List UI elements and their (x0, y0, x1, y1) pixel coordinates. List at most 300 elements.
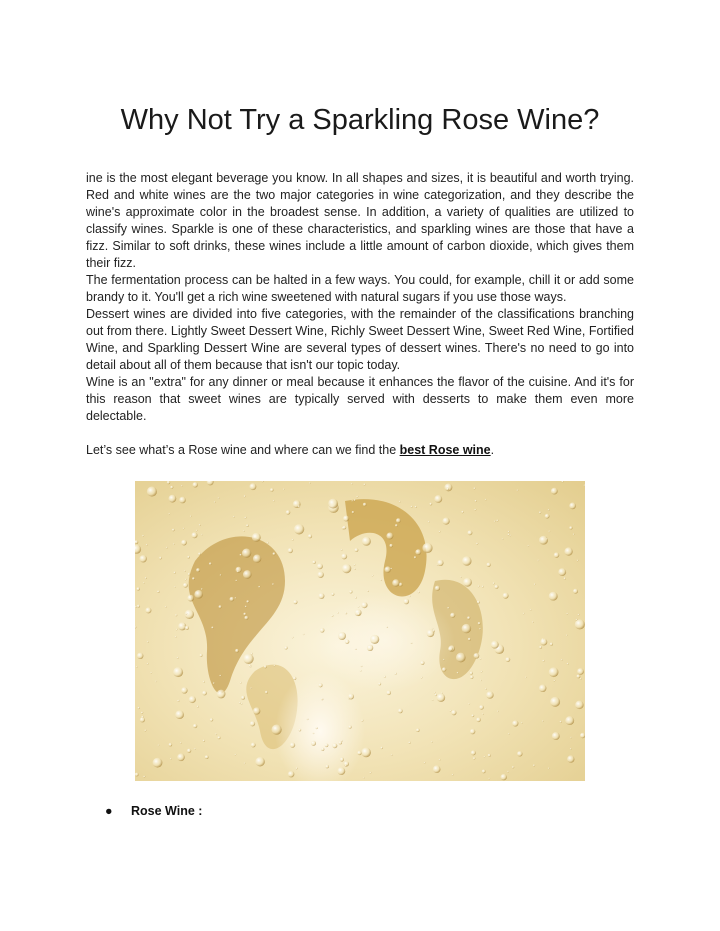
bubble (237, 570, 239, 572)
bubble (240, 682, 242, 684)
bubble (493, 582, 495, 584)
bubble (196, 568, 200, 572)
bubble (317, 563, 323, 569)
bullet-list-item (105, 803, 202, 820)
bubble (566, 635, 568, 637)
bubble (198, 553, 201, 556)
bubble (153, 758, 163, 768)
bubble (145, 577, 147, 579)
bubble (218, 497, 220, 499)
bubble (325, 743, 329, 747)
bubble (137, 605, 140, 608)
bubble (542, 660, 544, 662)
bubble (461, 511, 463, 513)
bubble (395, 524, 398, 527)
bubble (273, 552, 276, 555)
bubble (463, 578, 472, 587)
bubble (467, 530, 472, 535)
bubble (361, 602, 367, 608)
bubble (530, 609, 532, 611)
bubble (283, 489, 285, 491)
bubble (293, 677, 296, 680)
bubble (185, 579, 187, 581)
bubble (165, 606, 167, 608)
bubble (470, 672, 473, 675)
bubble (479, 628, 481, 630)
bubble (471, 750, 476, 755)
bubble (210, 718, 213, 721)
bubble (404, 599, 410, 605)
article-body (86, 170, 634, 459)
bubble (170, 486, 173, 489)
bubble (174, 571, 176, 573)
bubble (429, 503, 432, 506)
bubble (215, 733, 217, 735)
bubble (575, 619, 585, 629)
bubble (566, 613, 568, 615)
bubble (175, 614, 177, 616)
bubble (187, 595, 194, 602)
bubble (398, 709, 403, 714)
bubble (434, 692, 436, 694)
bubble (435, 586, 440, 591)
bubble (340, 757, 344, 761)
bubble (356, 496, 358, 498)
bubble (311, 741, 316, 746)
bubble (452, 774, 454, 776)
bubble (399, 501, 401, 503)
bubble (258, 586, 260, 588)
bubble (363, 503, 367, 507)
paragraph-spacer (86, 425, 634, 442)
bubble (288, 548, 293, 553)
bubble (534, 583, 536, 585)
bubble (197, 706, 199, 708)
bubble (554, 680, 556, 682)
bubble (246, 524, 249, 527)
bubble (142, 535, 144, 537)
bubble (357, 612, 360, 615)
bubble (169, 743, 172, 746)
bubble (318, 593, 324, 599)
bubble (245, 606, 247, 608)
bubble (549, 592, 558, 601)
bubble (296, 767, 298, 769)
bubble (451, 710, 456, 715)
bubble (533, 764, 535, 766)
bubble (509, 535, 511, 537)
bubble (345, 640, 349, 644)
bubble (457, 672, 459, 674)
bubble (408, 742, 410, 744)
bubble (251, 653, 253, 655)
bubble (211, 626, 213, 628)
bubble (179, 497, 186, 504)
bubble (385, 566, 391, 572)
bubble (462, 624, 471, 633)
bubble (209, 562, 212, 565)
bubble (564, 547, 572, 555)
bubble (422, 543, 432, 553)
bubble (389, 544, 392, 547)
bubble (293, 600, 297, 604)
bubble (394, 672, 396, 674)
bubble (577, 668, 584, 675)
bubble (173, 667, 183, 677)
bubble (246, 600, 249, 603)
bubble (361, 748, 371, 758)
bubble (550, 697, 560, 707)
bubble (239, 702, 241, 704)
bubble (342, 564, 351, 573)
bubble (523, 613, 525, 615)
bubble (349, 590, 352, 593)
bubble (192, 532, 198, 538)
bubble (421, 677, 423, 679)
bubble (552, 732, 560, 740)
bubble (386, 532, 393, 539)
bubble (507, 771, 509, 773)
bubble (575, 701, 584, 710)
bubble (177, 754, 185, 762)
bubble (331, 593, 334, 596)
bubble (565, 716, 574, 725)
bubble (390, 568, 392, 570)
bubble (501, 774, 507, 780)
bubble (352, 511, 355, 514)
bubble (450, 710, 452, 712)
bubble (250, 687, 252, 689)
bubble (414, 556, 416, 558)
bubble (471, 714, 474, 717)
bubble (351, 500, 353, 502)
bubble (357, 751, 361, 755)
bubble (467, 616, 470, 619)
bubble (546, 538, 548, 540)
bubble (415, 549, 421, 555)
bubble (456, 653, 466, 663)
bubble (549, 667, 559, 677)
bubble (580, 678, 582, 680)
bubble (235, 649, 239, 653)
bubble (484, 756, 486, 758)
bubble (545, 514, 550, 519)
bubble (437, 693, 446, 702)
bubble (362, 537, 371, 546)
bubble (569, 503, 576, 510)
bubble (243, 530, 245, 532)
bubble (420, 661, 424, 665)
bubble (558, 568, 566, 576)
bubble (462, 556, 471, 565)
bubble (186, 613, 188, 615)
bubble (503, 593, 509, 599)
bubble (155, 680, 157, 682)
bubble (482, 586, 484, 588)
bubble (415, 506, 417, 508)
bubble (470, 729, 475, 734)
bubble (272, 583, 274, 585)
bubble (303, 633, 305, 635)
bubble (348, 725, 351, 728)
bubble (158, 744, 160, 746)
page-title: Why Not Try a Sparkling Rose Wine? (120, 104, 600, 136)
bubble (386, 691, 391, 696)
bubble (203, 681, 205, 683)
bubble (308, 534, 312, 538)
bubble (338, 632, 346, 640)
bubble (137, 653, 143, 659)
bubble (147, 663, 149, 665)
bubble (140, 555, 147, 562)
bubble (521, 722, 523, 724)
bubble (384, 676, 386, 678)
bubble (485, 688, 487, 690)
bubble (188, 573, 190, 575)
bubble (233, 516, 235, 518)
bubble (527, 545, 529, 547)
bubble (214, 501, 216, 503)
bubble (240, 554, 242, 556)
bubble (315, 727, 317, 729)
bubble (184, 570, 186, 572)
bubble (381, 747, 384, 750)
bubble (505, 657, 510, 662)
bubble (143, 582, 145, 584)
bubble (432, 699, 434, 701)
paragraph: The fermentation process can be halted in a few ways. You could, for example, chill it or add some brandy to it. You'll get a rich wine sweetened with natural sugars if you use those ways. (86, 273, 634, 304)
bubble (435, 694, 437, 696)
bubble (372, 575, 374, 577)
bubble (200, 654, 203, 657)
bubble (170, 758, 172, 760)
bubble (437, 560, 443, 566)
bubble (168, 513, 170, 515)
bubble (241, 696, 245, 700)
bubble (358, 606, 360, 608)
bubble (447, 607, 449, 609)
bubble (450, 613, 455, 618)
bubble (355, 648, 357, 650)
bubble (573, 533, 575, 535)
bubble (351, 483, 353, 485)
bubble (576, 619, 578, 621)
intro-line (86, 442, 634, 459)
bubble (174, 586, 176, 588)
bubble (561, 659, 563, 661)
bubble (478, 622, 481, 625)
sparkling-wine-bubbles-icon (135, 481, 585, 781)
bubble (551, 488, 558, 495)
bubble (386, 626, 388, 628)
bubble (343, 515, 349, 521)
bubble (482, 770, 486, 774)
bubble (468, 638, 471, 641)
bubble (470, 676, 473, 679)
bubble (532, 621, 534, 623)
bubble (242, 548, 251, 557)
bubble (380, 579, 382, 581)
bubble (194, 748, 196, 750)
bubble (244, 616, 248, 620)
bubble (341, 553, 347, 559)
bubble (508, 531, 510, 533)
bubble (183, 528, 185, 530)
bubble (321, 698, 323, 700)
bubble (136, 666, 138, 668)
bubble (183, 583, 188, 588)
bubble (345, 765, 347, 767)
bubble (265, 691, 268, 694)
bubble (137, 587, 140, 590)
bubble (355, 596, 357, 598)
bubble (230, 597, 235, 602)
bubble (235, 597, 237, 599)
bubble (288, 771, 294, 777)
bubble (488, 754, 491, 757)
bubble (434, 495, 442, 503)
bubble (361, 665, 363, 667)
bubble (525, 677, 527, 679)
bubble (512, 720, 518, 726)
bubble (491, 641, 499, 649)
bubble (318, 683, 322, 687)
bubble (187, 556, 190, 559)
bubble (339, 741, 342, 744)
bubble (312, 561, 315, 564)
bubble (488, 778, 490, 780)
bubble (147, 641, 149, 643)
bubble (476, 718, 481, 723)
bubble (428, 521, 430, 523)
bubble (364, 484, 366, 486)
bubble (354, 499, 356, 501)
bubble (550, 643, 553, 646)
bubble (354, 564, 356, 566)
bubble (244, 762, 246, 764)
bubble (448, 647, 453, 652)
bubble (391, 754, 393, 756)
bubble (396, 518, 401, 523)
bubble (253, 707, 260, 714)
bubble (252, 533, 261, 542)
bubble (481, 671, 483, 673)
bullet-icon: ● (105, 804, 113, 818)
bubble (181, 540, 187, 546)
bubble (560, 721, 562, 723)
paragraph: Dessert wines are divided into five categories, with the remainder of the classifications branching out from there. Lightly Sweet Dessert Wine, Richly Sweet Dessert Wine, Sweet Red Wine, Fortified Wine, and Sparkling Dessert Wine are several types of dessert wines. There's no need to go into detail about all of them because that isn't our topic today. (86, 307, 634, 372)
bubble (321, 748, 324, 751)
bubble (270, 488, 274, 492)
bubble (244, 517, 246, 519)
bubble (540, 639, 547, 646)
bubble (273, 500, 275, 502)
bubble (251, 743, 256, 748)
bubble (313, 733, 315, 735)
bubble (411, 506, 413, 508)
bubble (480, 679, 482, 681)
bubble (548, 768, 550, 770)
bubble (433, 765, 441, 773)
bubble (298, 729, 301, 732)
bubble (494, 520, 496, 522)
bubble (138, 707, 140, 709)
bubble (294, 524, 304, 534)
bubble (202, 691, 207, 696)
bubble (370, 772, 372, 774)
bubble (542, 720, 544, 722)
bubble (219, 675, 221, 677)
bubble (267, 542, 269, 544)
bubble (217, 690, 226, 699)
bubble (178, 622, 186, 630)
bubble (309, 482, 311, 484)
bubble (474, 653, 480, 659)
bubble (548, 530, 550, 532)
bubble (482, 713, 484, 715)
bubble (298, 505, 300, 507)
best-rose-wine-link[interactable]: best Rose wine (399, 443, 491, 457)
bubble (286, 510, 291, 515)
bubble (475, 500, 477, 502)
bubble (360, 670, 362, 672)
bubble (326, 765, 329, 768)
bubble (508, 534, 510, 536)
bubble (439, 759, 441, 761)
bubble (444, 483, 452, 491)
bubble (255, 757, 265, 767)
bubble (476, 543, 478, 545)
bubble (538, 560, 540, 562)
bubble (218, 736, 221, 739)
bubble (193, 482, 198, 487)
bubble (418, 591, 420, 593)
bubble (141, 712, 143, 714)
bubble (564, 577, 566, 579)
bubble (348, 693, 354, 699)
bubble (150, 672, 152, 674)
bubble (331, 615, 333, 617)
bubble (193, 724, 197, 728)
bubble (539, 536, 548, 545)
bubble (354, 548, 358, 552)
bubble (473, 757, 475, 759)
bubble (178, 700, 180, 702)
bubble (409, 596, 411, 598)
paragraph: ine is the most elegant beverage you know. In all shapes and sizes, it is beautiful and worth trying. Red and white wines are the two major categories in wine categorization, and they describe the wine's approximate color in the broadest sense. In addition, a variety of qualities are utilized to classify wines. Sparkle is one of these characteristics, and sparkling wines are those that have a fizz. Similar to soft drinks, these wines include a little amount of carbon dioxide, which gives them their fizz. (86, 171, 634, 270)
bubble (497, 710, 499, 712)
bubble (175, 636, 177, 638)
bubble (143, 776, 145, 778)
bubble (486, 563, 490, 567)
bubble (341, 740, 343, 742)
bubble (486, 691, 494, 699)
bubble (416, 728, 420, 732)
bullet-label: Rose Wine : (131, 804, 203, 818)
sparkling-wine-photo (135, 481, 585, 781)
bubble (569, 526, 572, 529)
bubble (235, 754, 237, 756)
bubble (439, 531, 441, 533)
bubble (194, 590, 203, 599)
bubble (244, 495, 246, 497)
bubble (378, 682, 381, 685)
bubble (203, 740, 205, 742)
bubble (392, 579, 399, 586)
bubble (431, 741, 433, 743)
bubble (166, 547, 168, 549)
bubble (567, 663, 569, 665)
